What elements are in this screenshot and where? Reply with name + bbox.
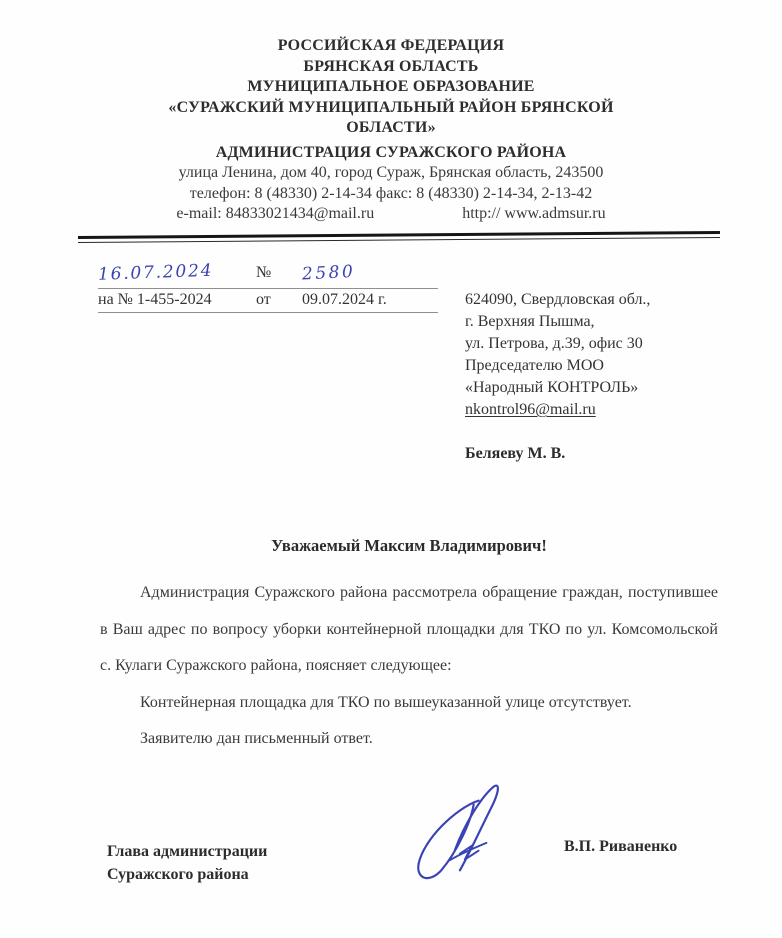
recipient-block: [465, 289, 740, 465]
letterhead-country: РОССИЙСКАЯ ФЕДЕРАЦИЯ: [277, 37, 505, 54]
letterhead-address: улица Ленина, дом 40, город Сураж, Брянская область, 243500: [178, 164, 604, 181]
reply-to-number: на № 1-455-2024: [98, 291, 212, 308]
letterhead-email: e-mail: 84833021434@mail.ru: [176, 205, 375, 222]
salutation: Уважаемый Максим Владимирович!: [271, 536, 547, 555]
letterhead-contact-row: [61, 204, 721, 225]
reference-block: [98, 262, 438, 313]
letterhead-website: http:// www.admsur.ru: [462, 205, 606, 222]
body-paragraph-2: Контейнерная площадка для ТКО по вышеуказанной улице отсутствует.: [140, 693, 632, 711]
reference-row-incoming: [98, 289, 438, 313]
handwritten-date: 16.07.2024: [97, 260, 214, 285]
number-sign: №: [256, 264, 272, 281]
recipient-organization: «Народный КОНТРОЛЬ»: [465, 379, 639, 396]
incoming-date: 09.07.2024 г.: [302, 291, 387, 308]
letterhead-divider: [78, 231, 720, 243]
letter-body: [100, 575, 718, 758]
letterhead-phone-fax: телефон: 8 (48330) 2-14-34 факс: 8 (48330) 2-14-34, 2-13-42: [189, 184, 593, 202]
letterhead-administration: АДМИНИСТРАЦИЯ СУРАЖСКОГО РАЙОНА: [215, 143, 567, 161]
handwritten-outgoing-number: 2580: [301, 261, 356, 285]
body-paragraph-1: Администрация Суражского района рассмотрела обращение граждан, поступившее в Ваш адрес по вопросу уборки контейнерной площадки для ТКО по ул. Комсомольской с. Кулаги Суражского района, поясняет следующее:: [100, 584, 718, 675]
recipient-email: nkontrol96@mail.ru: [465, 401, 596, 418]
letterhead: [61, 36, 721, 225]
from-label: от: [256, 291, 271, 308]
recipient-city: г. Верхняя Пышма,: [465, 313, 595, 330]
signer-title: [107, 841, 267, 886]
body-paragraph-3: Заявителю дан письменный ответ.: [140, 730, 373, 748]
recipient-street: ул. Петрова, д.39, офис 30: [465, 335, 643, 352]
signer-title-line2: Суражского района: [107, 865, 249, 883]
signature-scribble: [403, 781, 508, 889]
signer-name: В.П. Риваненко: [564, 838, 678, 855]
letterhead-district-name-line2: ОБЛАСТИ»: [346, 119, 436, 136]
reference-row-outgoing: [98, 262, 438, 289]
signer-title-line1: Глава администрации: [107, 843, 268, 860]
letterhead-region: БРЯНСКАЯ ОБЛАСТЬ: [303, 57, 479, 75]
letterhead-district-name-line1: «СУРАЖСКИЙ МУНИЦИПАЛЬНЫЙ РАЙОН БРЯНСКОЙ: [168, 98, 614, 116]
recipient-position: Председателю МОО: [465, 357, 604, 374]
recipient-postal-code-region: 624090, Свердловская обл.,: [465, 291, 651, 308]
recipient-name: Беляеву М. В.: [465, 445, 566, 462]
letterhead-municipal-entity: МУНИЦИПАЛЬНОЕ ОБРАЗОВАНИЕ: [247, 78, 535, 95]
